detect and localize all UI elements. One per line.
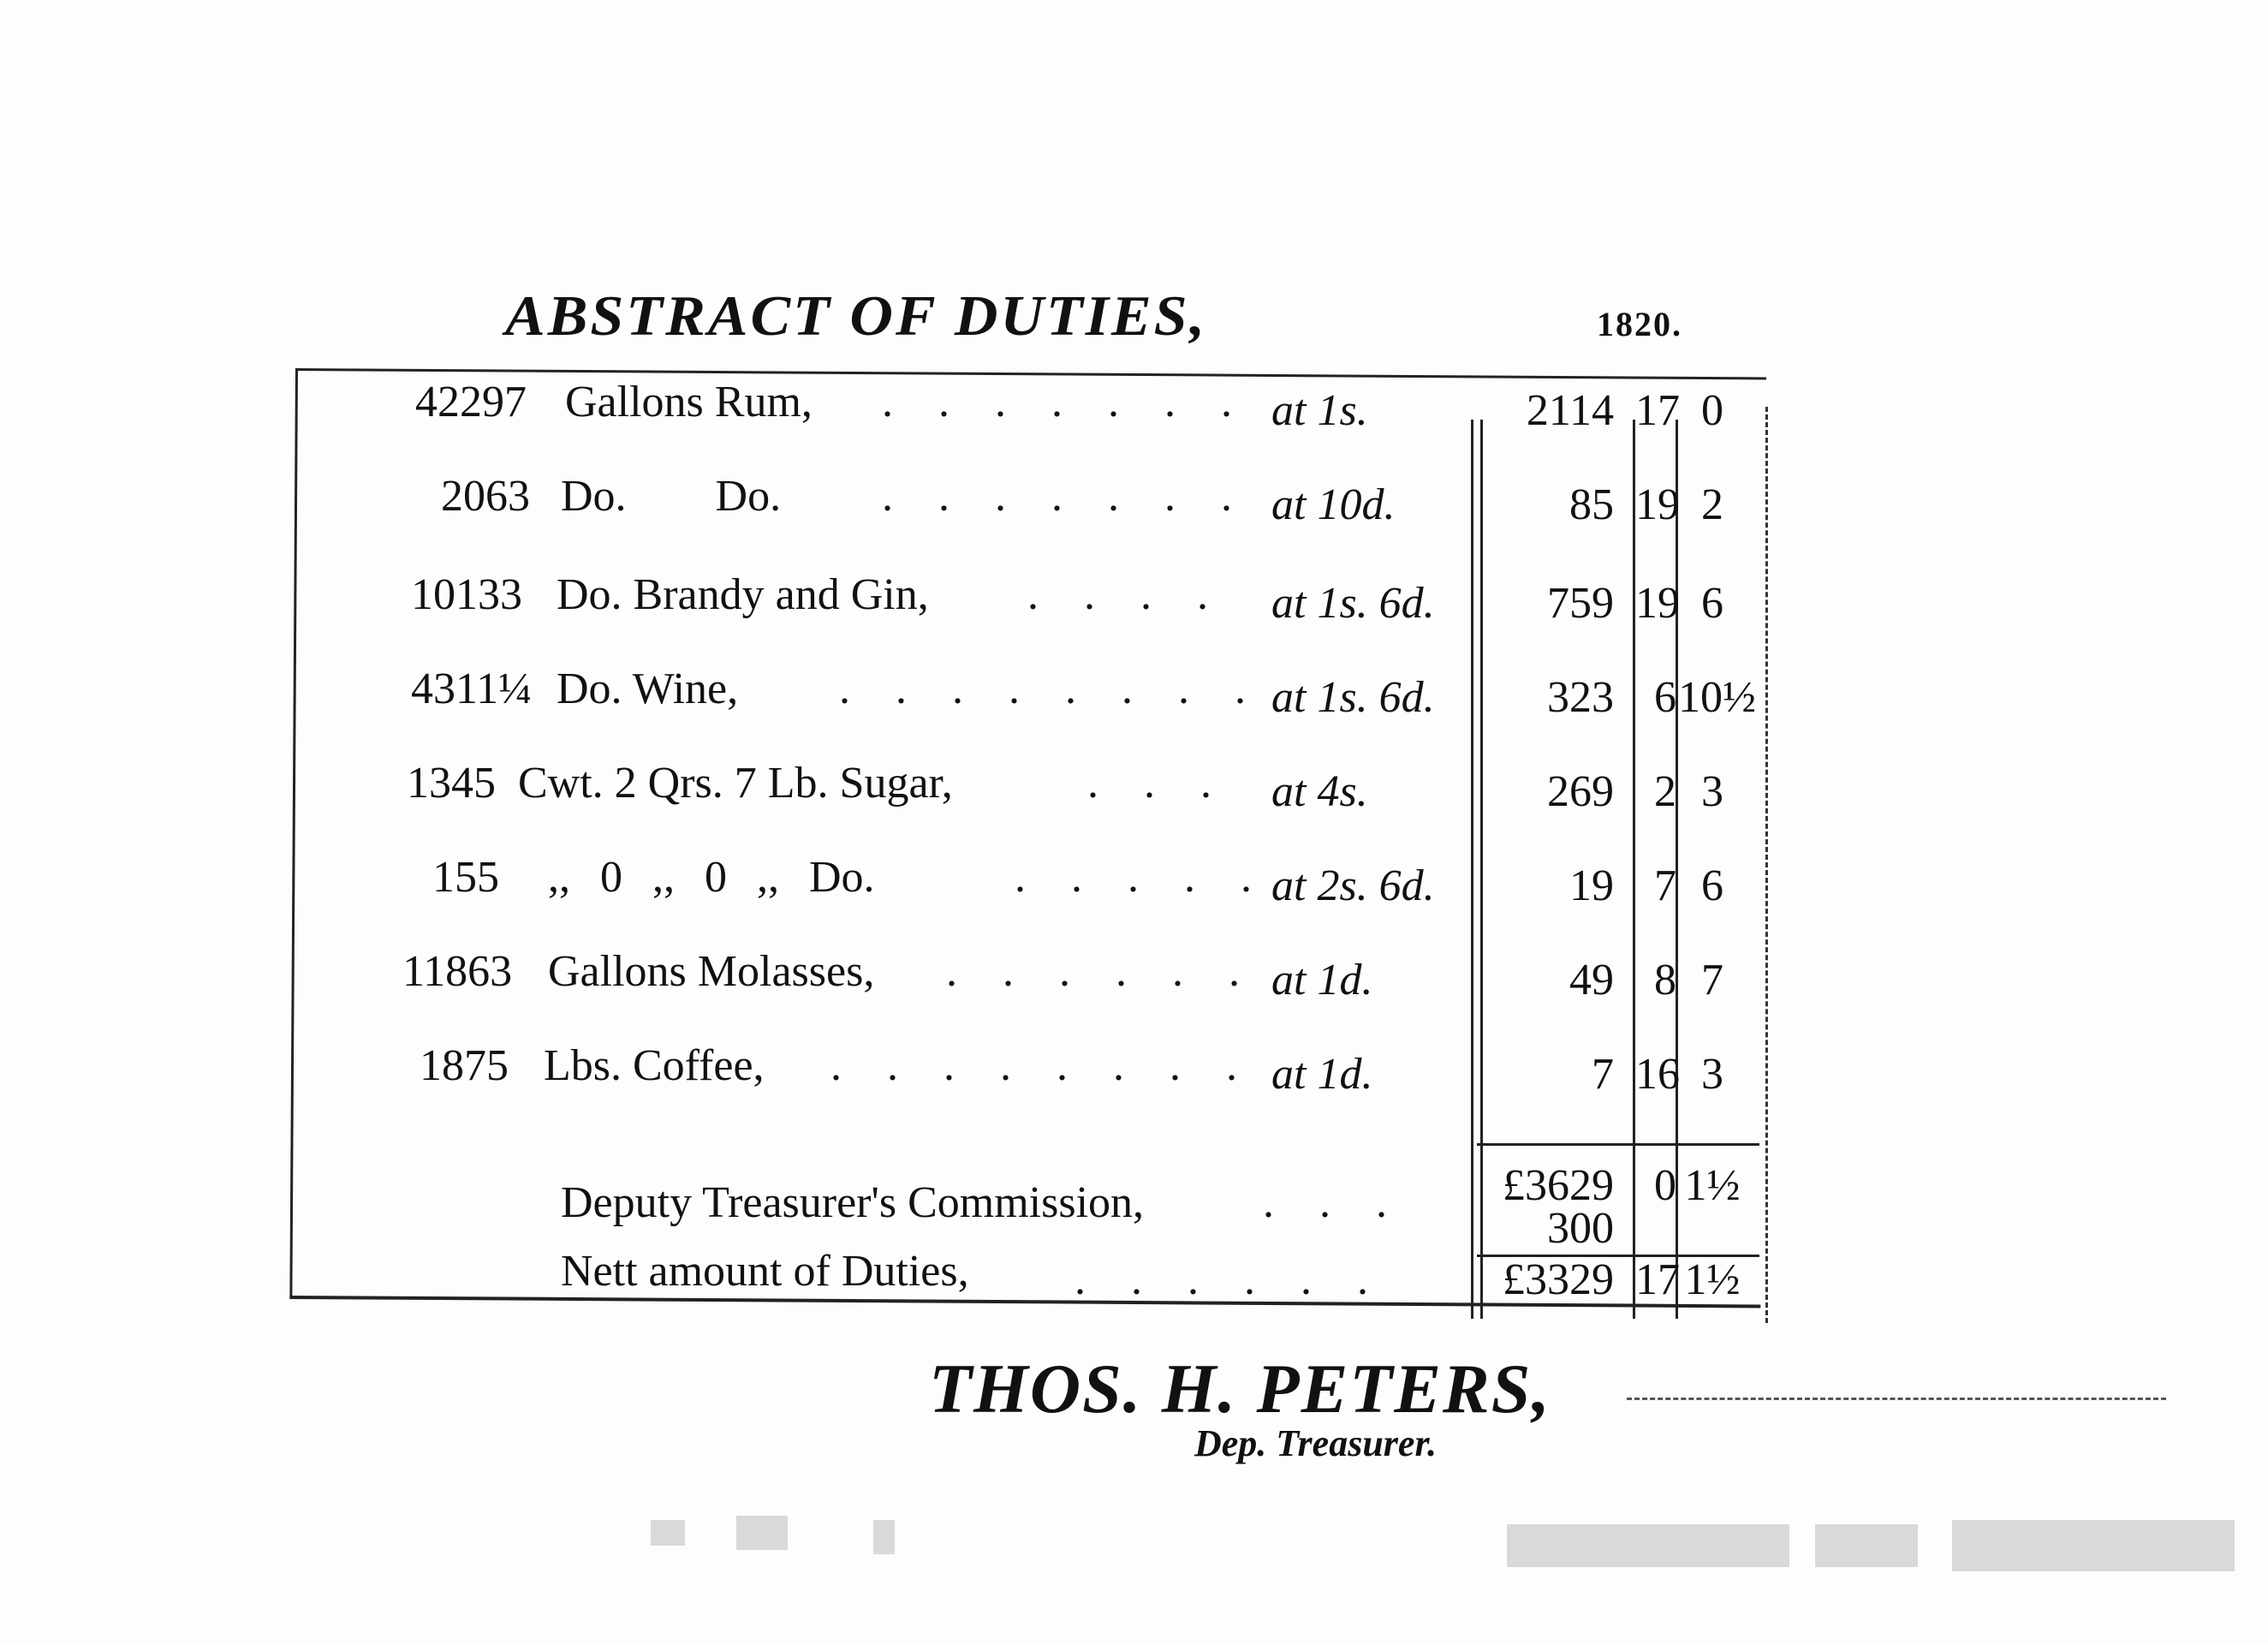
quantity: 10133	[411, 570, 522, 619]
nett-pounds: £3329	[1503, 1255, 1614, 1304]
nett-label: Nett amount of Duties,	[561, 1247, 969, 1296]
table-row: 42297 Gallons Rum, . . . . . . . at 1s. 2114 17 0	[0, 377, 2268, 445]
quantity: 1875	[420, 1041, 509, 1090]
pence: 2	[1701, 480, 1723, 529]
commission-label: Deputy Treasurer's Commission,	[561, 1178, 1145, 1227]
quantity: 42297	[415, 378, 527, 426]
shillings: 2	[1654, 767, 1676, 816]
pounds: 269	[1547, 767, 1614, 816]
quantity: 155	[432, 853, 499, 902]
shillings: 19	[1635, 579, 1680, 628]
shillings: 7	[1654, 861, 1676, 910]
pence: 0	[1701, 386, 1723, 435]
description: Do. Wine,	[557, 665, 739, 713]
description: Cwt. 2 Qrs. 7 Lb. Sugar,	[518, 759, 953, 808]
document-year: 1820.	[1597, 305, 1682, 343]
pence: 3	[1701, 767, 1723, 816]
pounds: 7	[1592, 1050, 1614, 1099]
description: Lbs. Coffee,	[544, 1041, 765, 1090]
shillings: 8	[1654, 956, 1676, 1004]
shillings: 17	[1635, 386, 1680, 435]
quantity: 2063	[441, 472, 530, 521]
gross-pounds: £3629	[1503, 1161, 1614, 1210]
document-title: ABSTRACT OF DUTIES,	[505, 284, 1208, 349]
scan-smudge	[736, 1516, 788, 1550]
commission-row: Deputy Treasurer's Commission, . . . 300	[561, 1178, 1614, 1253]
pence: 6	[1701, 579, 1723, 628]
table-row: 4311¼ Do. Wine, . . . . . . . . at 1s. 6d. 323 6 10½	[411, 665, 1756, 722]
nett-pence: 1½	[1684, 1255, 1741, 1304]
signature-title: Dep. Treasurer.	[1194, 1422, 1438, 1464]
pounds: 2114	[1526, 386, 1614, 435]
commission-pounds: 300	[1547, 1204, 1614, 1253]
pence: 6	[1701, 861, 1723, 910]
description: Gallons Molasses,	[548, 947, 875, 996]
pence: 3	[1701, 1050, 1723, 1099]
pence: 7	[1701, 956, 1723, 1004]
gross-pence: 1½	[1684, 1161, 1741, 1210]
rate: at 1d.	[1271, 1050, 1373, 1099]
scan-smudge	[873, 1520, 895, 1554]
gross-shillings: 0	[1654, 1161, 1676, 1210]
description: Do. Brandy and Gin,	[557, 570, 929, 619]
pence: 10½	[1678, 673, 1756, 722]
pounds: 85	[1569, 480, 1614, 529]
nett-total-row: Nett amount of Duties, . . . . . . £3329 17 1½	[0, 1246, 2268, 1314]
rate: at 1s. 6d.	[1271, 579, 1435, 628]
table-row: 2063 Do. Do. . . . . . . . at 10d. 85 19 2	[0, 471, 2268, 539]
quantity: 1345	[407, 759, 496, 808]
subtotal-rule	[1477, 1143, 1759, 1146]
rate: at 10d.	[1271, 480, 1396, 529]
description: Gallons Rum,	[565, 378, 813, 426]
table-row: 155 ,, 0 ,, 0 ,, Do. . . . . . at 2s. 6d. 19 7 6	[0, 852, 2268, 921]
table-row: 10133 Do. Brandy and Gin, . . . . at 1s. 6d. 759 19 6	[0, 569, 2268, 638]
nett-shillings: 17	[1635, 1255, 1680, 1304]
pounds: 19	[1569, 861, 1614, 910]
scan-artifact-line	[1627, 1398, 2166, 1405]
table-row: 1875 Lbs. Coffee, . . . . . . . . at 1d. 7 16 3	[0, 1040, 2268, 1109]
rate: at 1s.	[1271, 386, 1368, 435]
quantity: 11863	[402, 947, 513, 996]
signature-name: THOS. H. PETERS,	[929, 1350, 1551, 1427]
pounds: 49	[1569, 956, 1614, 1004]
pounds: 323	[1547, 673, 1614, 722]
scan-smudge	[1507, 1524, 1789, 1567]
scan-smudge	[651, 1520, 685, 1546]
shillings: 6	[1654, 673, 1676, 722]
description: ,, 0 ,, 0 ,, Do.	[548, 853, 875, 902]
pounds: 759	[1547, 579, 1614, 628]
rate: at 4s.	[1271, 767, 1368, 816]
table-row: 1345 Cwt. 2 Qrs. 7 Lb. Sugar, . . . at 4s. 269 2 3	[0, 758, 2268, 826]
rate: at 1s. 6d.	[1271, 673, 1435, 722]
shillings: 19	[1635, 480, 1680, 529]
quantity: 4311¼	[411, 665, 533, 713]
rate: at 2s. 6d.	[1271, 861, 1435, 910]
table-row: 11863 Gallons Molasses, . . . . . . at 1d. 49 8 7	[0, 946, 2268, 1015]
scan-smudge	[1815, 1524, 1918, 1567]
rate: at 1d.	[1271, 956, 1373, 1004]
description: Do. Do.	[561, 472, 782, 521]
scan-smudge	[1952, 1520, 2235, 1571]
shillings: 16	[1635, 1050, 1680, 1099]
